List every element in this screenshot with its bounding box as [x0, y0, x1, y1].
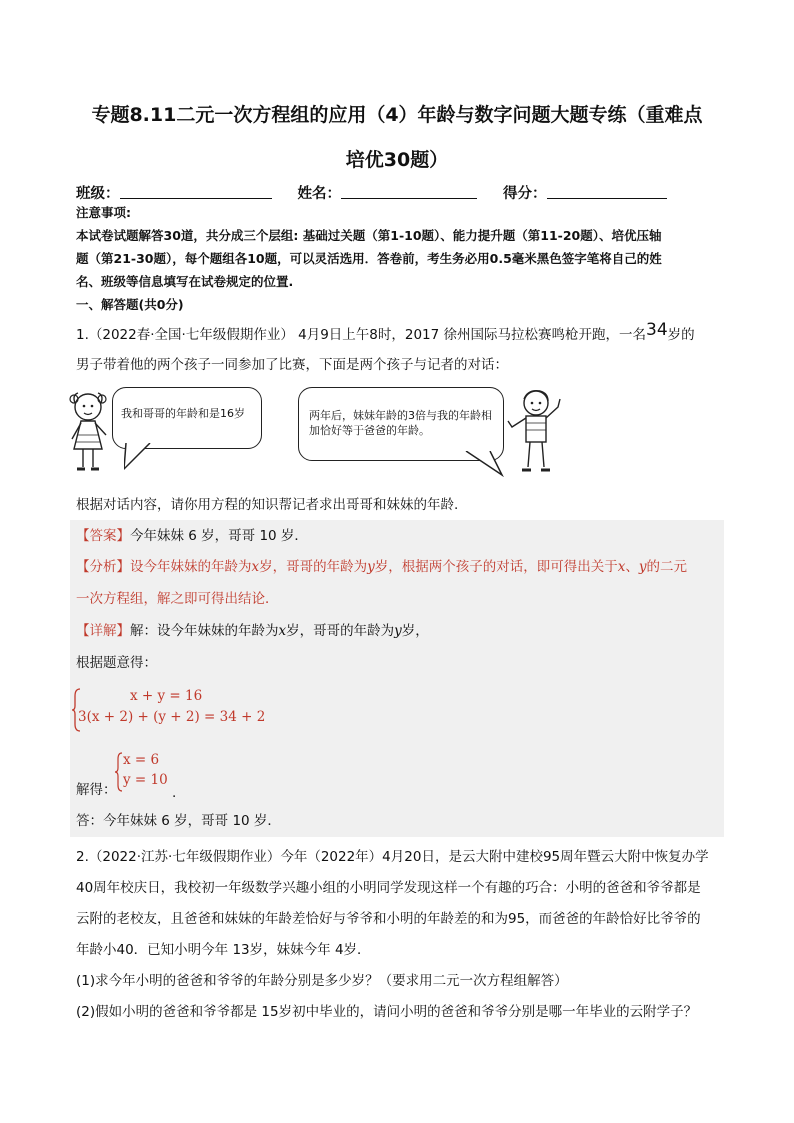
q2-sub2: (2)假如小明的爸爸和爷爷都是 15岁初中毕业的，请问小明的爸爸和爷爷分别是哪一年毕业的云附学子？ [76, 1004, 698, 1020]
section-title: 一、解答题(共0分) [76, 297, 184, 312]
detail-b: 岁，哥哥的年龄为 [286, 623, 395, 639]
q2-line1: 2.（2022·江苏·七年级假期作业）今年（2022年）4月20日，是云大附中建校95周年暨云大附中恢复办学 [76, 849, 709, 865]
bubble-right [298, 387, 504, 461]
q1-analysis-line1 [76, 552, 724, 582]
analysis-c: 岁，根据两个孩子的对话，即可得出关于 [374, 559, 618, 575]
q1-by-meaning: 根据题意得： [76, 655, 157, 671]
q1-age: 34 [646, 320, 668, 340]
solution-2: y = 10 [123, 772, 168, 788]
solution-brace-icon [115, 752, 123, 792]
q1-line1-text: 1.（2022春·全国·七年级假期作业） 4月9日上午8时，2017 徐州国际马拉松赛鸣枪开跑，一名 [76, 327, 647, 343]
solve-label: 解得： [76, 782, 117, 798]
q2-block [76, 842, 724, 1028]
q1-question: 根据对话内容，请你用方程的知识帮记者求出哥哥和妹妹的年龄. [76, 497, 459, 513]
score-field[interactable] [547, 182, 667, 199]
notes-line2: 题（第21-30题），每个题组各10题，可以灵活选用．答卷前，考生务必用0.5毫米黑色签字笔将自己的姓 [76, 251, 662, 266]
q1-final: 答：今年妹妹 6 岁，哥哥 10 岁． [76, 813, 281, 829]
equation-1: x + y = 16 [130, 688, 203, 704]
solution-1: x = 6 [123, 752, 160, 768]
score-label: 得分： [503, 186, 547, 202]
notes-heading: 注意事项: [76, 205, 131, 220]
q2-line4: 年龄小40．已知小明今年 13岁，妹妹今年 4岁． [76, 942, 371, 958]
bubble-right-text: 两年后，妹妹年龄的3倍与我的年龄相加恰好等于爸爸的年龄。 [309, 409, 492, 437]
boy-figure-icon [506, 385, 566, 479]
name-field[interactable] [341, 182, 477, 199]
q2-line3: 云附的老校友，且爸爸和妹妹的年龄差恰好与爷爷和小明的年龄差的和为95，而爸爸的年龄恰好比爷爷的 [76, 911, 701, 927]
q2-line2: 40周年校庆日，我校初一年级数学兴趣小组的小明同学发现这样一个有趣的巧合：小明的爸爸和爷爷都是 [76, 880, 701, 896]
answer-text: 今年妹妹 6 岁，哥哥 10 岁． [130, 528, 308, 544]
name-label: 姓名： [297, 186, 341, 202]
notes-block [76, 201, 724, 316]
girl-figure-icon [64, 387, 114, 477]
q1-line1 [76, 315, 724, 350]
dialogue-illustration [64, 385, 728, 480]
page-title-line2: 培优30题） [345, 149, 449, 171]
info-fields [76, 182, 667, 203]
detail-var-x: x [278, 623, 287, 639]
detail-c: 岁， [401, 623, 429, 639]
analysis-tag: 【分析】 [76, 559, 130, 575]
analysis-e: 的二元 [646, 559, 688, 575]
notes-line3: 名、班级等信息填写在试卷规定的位置. [76, 274, 294, 289]
q1-answer [76, 521, 724, 551]
var-y: y [367, 559, 375, 575]
q1-detail-line [76, 616, 724, 646]
var-x: x [251, 559, 260, 575]
q1-analysis-line2: 一次方程组，解之即可得出结论． [76, 591, 279, 607]
answer-tag: 【答案】 [76, 528, 130, 544]
solution-end: . [172, 785, 177, 801]
bubble-left-tail-icon [124, 443, 154, 471]
detail-var-y: y [394, 623, 402, 639]
notes-line1: 本试卷试题解答30道，共分成三个层组: 基础过关题（第1-10题）、能力提升题（第11-20题）、培优压轴 [76, 228, 662, 243]
equation-system [72, 688, 372, 732]
page-title-line1: 专题8.11二元一次方程组的应用（4）年龄与数字问题大题专练（重难点 [91, 104, 703, 126]
class-label: 班级： [76, 186, 120, 202]
analysis-d: 、 [625, 559, 639, 575]
var-y-2: y [638, 559, 647, 575]
bubble-left [112, 387, 262, 449]
class-field[interactable] [120, 182, 272, 199]
q2-sub1: (1)求今年小明的爸爸和爷爷的年龄分别是多少岁？（要求用二元一次方程组解答） [76, 973, 568, 989]
detail-tag: 【详解】 [76, 623, 130, 639]
analysis-b: 岁，哥哥的年龄为 [259, 559, 368, 575]
q1-line2: 男子带着他的两个孩子一同参加了比赛，下面是两个孩子与记者的对话： [76, 357, 508, 373]
var-x-2: x [617, 559, 626, 575]
equation-2: 3(x + 2) + (y + 2) = 34 + 2 [78, 709, 266, 725]
analysis-a: 设今年妹妹的年龄为 [130, 559, 252, 575]
bubble-right-tail-icon [464, 451, 504, 477]
bubble-left-text: 我和哥哥的年龄和是16岁 [121, 407, 245, 420]
detail-a: 解：设今年妹妹的年龄为 [130, 623, 279, 639]
q1-line1-end: 岁的 [667, 327, 695, 343]
